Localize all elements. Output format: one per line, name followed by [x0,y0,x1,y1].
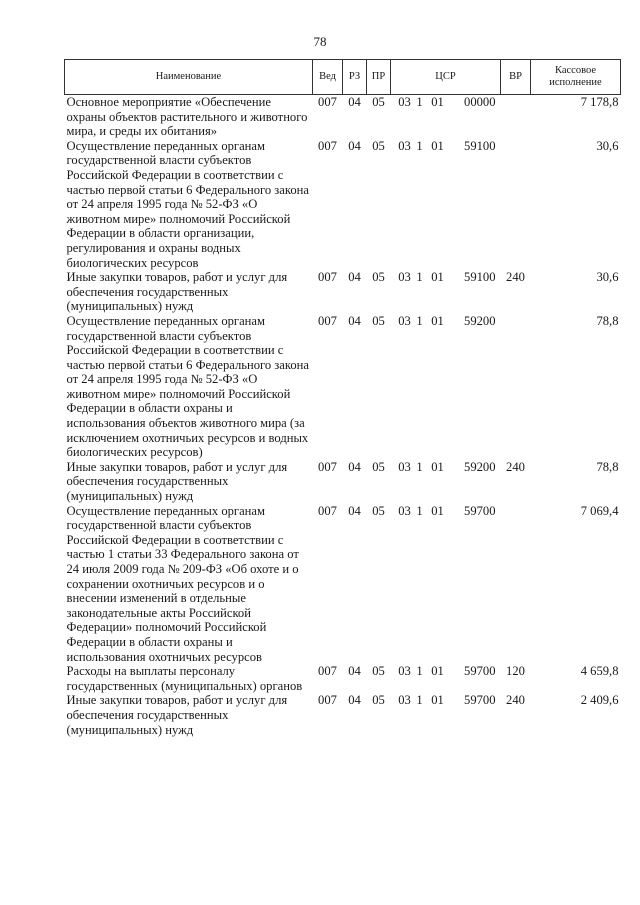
row-vr: 120 [506,664,525,679]
row-name: Основное мероприятие «Обеспечение охраны объектов растительного и животного мира, и среды их обитания» [66,95,308,139]
header-rz: РЗ [343,60,367,95]
csr-activity: 01 [431,95,444,109]
row-name: Иные закупки товаров, работ и услуг для обеспечения государственных (муниципальных) нужд [66,459,288,504]
table-row [65,95,621,139]
row-amount: 2 409,6 [580,693,619,708]
row-rz: 04 [348,459,361,474]
row-csr [391,693,501,737]
row-amount: 30,6 [596,270,619,285]
csr-direction: 59700 [464,503,496,518]
row-vr [501,95,531,139]
row-amount: 7 069,4 [580,503,619,518]
csr-program: 03 [398,664,411,679]
row-vr: 240 [506,459,525,474]
page-number: 78 [313,34,327,49]
csr-activity: 01 [431,313,444,328]
row-pr: 05 [372,138,385,153]
csr-activity: 01 [431,270,444,285]
csr-program: 03 [398,138,411,153]
table-row [65,460,621,504]
row-vr [501,139,531,270]
csr-subprogram: 1 [416,664,423,679]
csr-program: 03 [398,459,411,474]
row-ved: 007 [318,664,337,679]
row-ved: 007 [318,270,337,285]
row-amount: 30,6 [596,138,619,153]
row-rz: 04 [348,270,361,285]
row-pr: 05 [372,313,385,328]
csr-subprogram: 1 [416,503,423,518]
row-csr [391,95,501,139]
row-rz: 04 [348,313,361,328]
table-row [65,314,621,460]
row-ved: 007 [318,693,337,708]
row-csr [391,664,501,693]
row-csr [391,460,501,504]
row-name: Осуществление переданных органам государственной власти субъектов Российской Федерации в соответствии с частью первой статьи 6 Федерального закона от 24 апреля 1995 года № 52-ФЗ «О животном мире» полномочий Российской Федерации в области организации, регулирования и охраны водных биологических ресурсов [66,138,309,270]
table-body [65,95,621,738]
row-pr: 05 [372,503,385,518]
csr-activity: 01 [431,138,444,153]
row-pr: 05 [372,693,385,708]
row-name: Иные закупки товаров, работ и услуг для обеспечения государственных (муниципальных) нужд [66,270,288,314]
row-csr [391,504,501,665]
row-vr: 240 [506,693,525,708]
csr-subprogram: 1 [416,138,423,153]
csr-activity: 01 [431,459,444,474]
row-pr: 05 [372,664,385,679]
row-rz: 04 [348,138,361,153]
row-name: Осуществление переданных органам государственной власти субъектов Российской Федерации в соответствии с частью 1 статьи 33 Федерального закона от 24 июля 2009 года № 209-ФЗ «Об охоте и о сохранении охотничьих ресурсов и о внесении изменений в отдельные законодательные акты Российской Федерации» полномочий Российской Федерации в области охраны и использования охотничьих ресурсов [66,503,299,664]
row-amount: 4 659,8 [580,664,619,679]
row-pr: 05 [372,459,385,474]
row-vr [501,314,531,460]
row-ved: 007 [318,459,337,474]
csr-direction: 59100 [464,270,496,285]
row-csr [391,314,501,460]
row-amount: 78,8 [596,313,619,328]
row-name: Расходы на выплаты персоналу государственных (муниципальных) органов [66,664,303,693]
csr-subprogram: 1 [416,459,423,474]
row-vr: 240 [506,270,525,285]
table-header-row [65,60,621,95]
csr-program: 03 [398,693,411,708]
csr-direction: 00000 [464,95,496,109]
csr-program: 03 [398,270,411,285]
csr-program: 03 [398,95,411,109]
row-csr [391,270,501,314]
row-ved: 007 [318,138,337,153]
csr-activity: 01 [431,664,444,679]
row-vr [501,504,531,665]
row-rz: 04 [348,664,361,679]
csr-direction: 59700 [464,664,496,679]
csr-subprogram: 1 [416,693,423,708]
csr-activity: 01 [431,693,444,708]
csr-direction: 59200 [464,459,496,474]
csr-subprogram: 1 [416,270,423,285]
row-ved: 007 [318,503,337,518]
row-amount: 78,8 [596,459,619,474]
row-rz: 04 [348,503,361,518]
csr-direction: 59100 [464,138,496,153]
row-ved: 007 [318,95,337,109]
csr-subprogram: 1 [416,95,423,109]
header-vr: ВР [501,60,531,95]
row-name: Иные закупки товаров, работ и услуг для обеспечения государственных (муниципальных) нужд [66,693,288,737]
table-row [65,693,621,737]
table-row [65,664,621,693]
row-csr [391,139,501,270]
header-name: Наименование [65,60,313,95]
header-pr: ПР [367,60,391,95]
header-amount: Кассовое исполнение [531,60,621,95]
row-amount: 7 178,8 [580,95,619,109]
row-name: Осуществление переданных органам государственной власти субъектов Российской Федерации в соответствии с частью первой статьи 6 Федерального закона от 24 апреля 1995 года № 52-ФЗ «О животном мире» полномочий Российской Федерации в области охраны и использования объектов животного мира (за исключением охотничьих ресурсов и водных биологических ресурсов) [66,313,309,460]
row-ved: 007 [318,313,337,328]
csr-direction: 59700 [464,693,496,708]
csr-program: 03 [398,503,411,518]
header-ved: Вед [313,60,343,95]
csr-program: 03 [398,313,411,328]
row-rz: 04 [348,693,361,708]
table-row [65,270,621,314]
table-row [65,139,621,270]
csr-direction: 59200 [464,313,496,328]
header-csr: ЦСР [391,60,501,95]
row-rz: 04 [348,95,361,109]
row-pr: 05 [372,95,385,109]
row-pr: 05 [372,270,385,285]
csr-activity: 01 [431,503,444,518]
table-row [65,504,621,665]
budget-table [64,59,621,737]
csr-subprogram: 1 [416,313,423,328]
